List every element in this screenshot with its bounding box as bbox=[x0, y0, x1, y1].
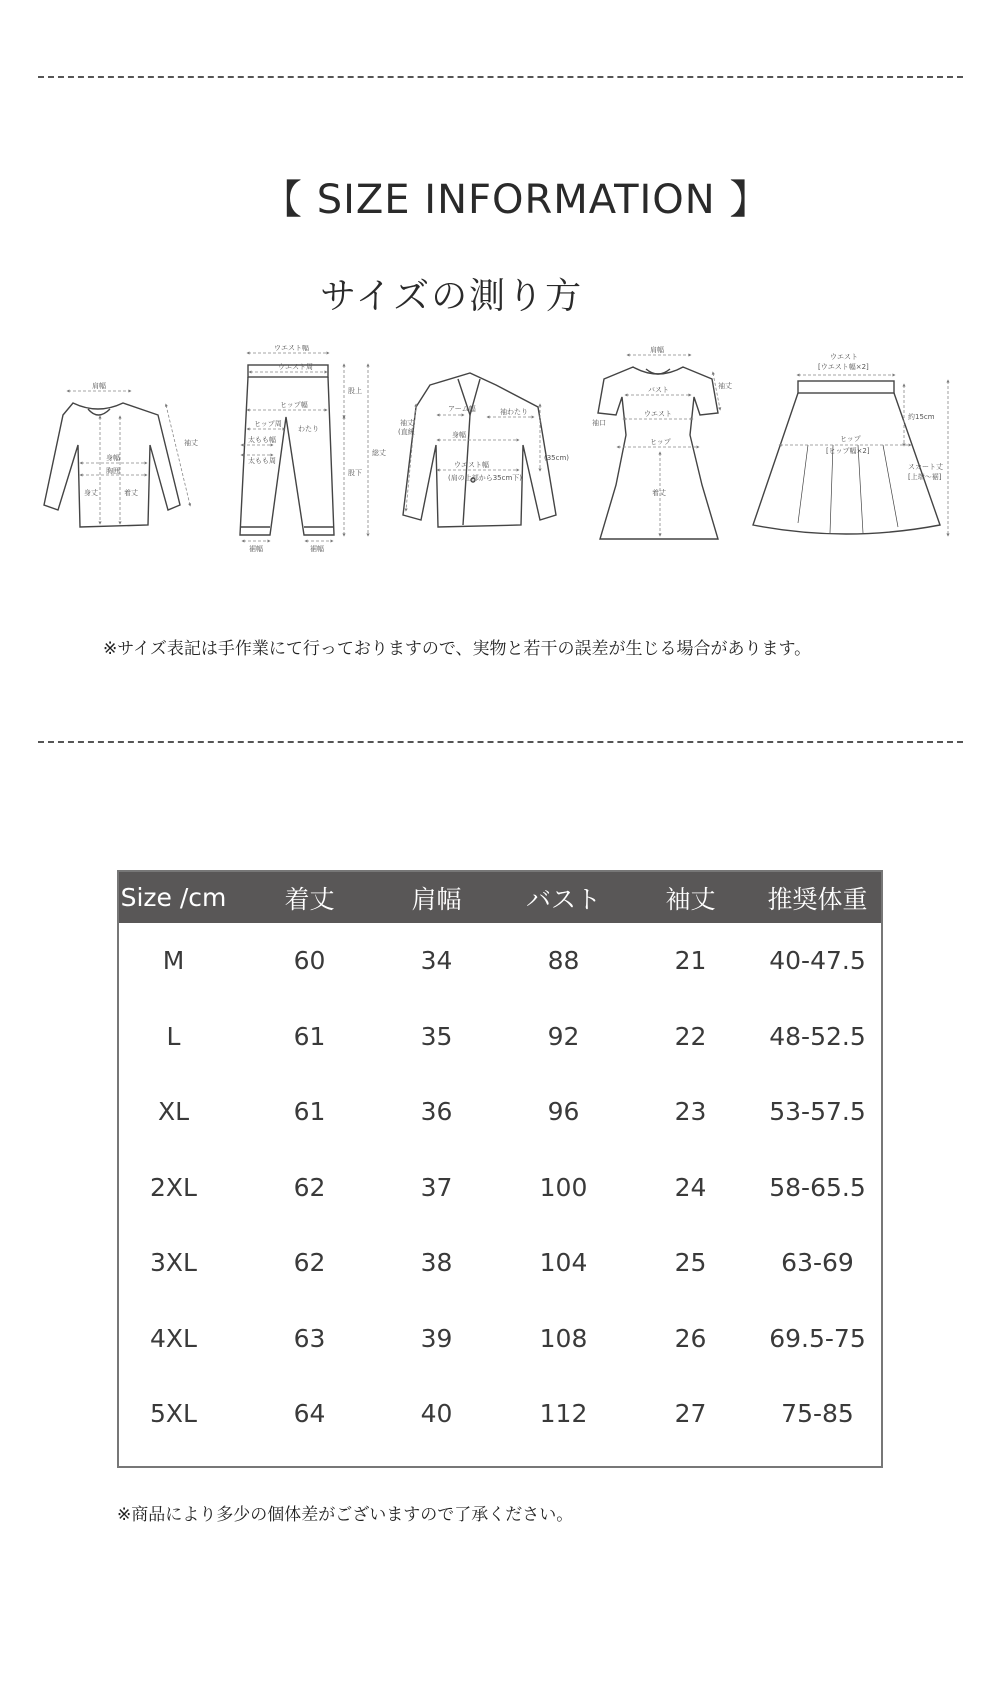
label-dress-bust: バスト bbox=[648, 386, 669, 394]
cell-sleeve: 24 bbox=[674, 1172, 707, 1202]
label-jacket-sleeve-watari: 袖わたり bbox=[500, 408, 528, 416]
cell-weight: 75-85 bbox=[781, 1399, 854, 1429]
cell-weight: 40-47.5 bbox=[769, 946, 866, 976]
cell-length: 62 bbox=[293, 1172, 326, 1202]
cell-weight: 53-57.5 bbox=[769, 1097, 866, 1127]
label-dress-cuff: 袖口 bbox=[592, 419, 606, 427]
label-tshirt-shoulder: 肩幅 bbox=[92, 382, 106, 390]
cell-shoulder: 40 bbox=[420, 1399, 453, 1429]
label-pants-thigh-width: 太もも幅 bbox=[248, 436, 276, 444]
label-pants-waist-width: ウエスト幅 bbox=[274, 345, 309, 352]
cell-weight: 69.5-75 bbox=[769, 1323, 866, 1353]
cell-sleeve: 27 bbox=[674, 1399, 707, 1429]
cell-length: 61 bbox=[293, 1021, 326, 1051]
label-tshirt-body-width: 身幅 bbox=[106, 454, 120, 462]
label-pants-inseam: 股下 bbox=[348, 469, 362, 477]
header-weight: 推奨体重 bbox=[767, 884, 868, 914]
table-row bbox=[119, 1150, 881, 1226]
label-skirt-length: スカート丈 bbox=[908, 463, 943, 471]
cell-bust: 100 bbox=[539, 1172, 588, 1202]
header-shoulder: 肩幅 bbox=[411, 884, 462, 914]
cell-sleeve: 26 bbox=[674, 1323, 707, 1353]
measurement-diagrams bbox=[18, 345, 958, 595]
table-row bbox=[119, 1376, 881, 1452]
label-tshirt-length: 身丈 bbox=[84, 489, 98, 497]
table-row bbox=[119, 1225, 881, 1301]
label-jacket-body-width: 身幅 bbox=[452, 431, 466, 439]
table-row bbox=[119, 999, 881, 1075]
label-pants-hem-right: 裾幅 bbox=[310, 545, 324, 553]
cell-bust: 88 bbox=[547, 946, 580, 976]
cell-shoulder: 37 bbox=[420, 1172, 453, 1202]
label-skirt-waist: ウエスト bbox=[830, 353, 858, 361]
header-bust: バスト bbox=[525, 884, 601, 914]
table-row bbox=[119, 923, 881, 999]
label-skirt-about: 約15cm bbox=[908, 413, 935, 421]
cell-sleeve: 23 bbox=[674, 1097, 707, 1127]
cell-bust: 108 bbox=[539, 1323, 588, 1353]
size-information-heading: 【 SIZE INFORMATION 】 bbox=[262, 177, 771, 223]
cell-size: 2XL bbox=[150, 1172, 197, 1202]
skirt-diagram bbox=[753, 375, 948, 535]
label-pants-rise: 股上 bbox=[348, 387, 362, 395]
table-row bbox=[119, 1074, 881, 1150]
label-skirt-hip-note: [ヒップ幅×2] bbox=[826, 447, 870, 455]
cell-bust: 96 bbox=[547, 1097, 580, 1127]
cell-length: 61 bbox=[293, 1097, 326, 1127]
label-dress-hip: ヒップ bbox=[650, 438, 671, 446]
jacket-diagram bbox=[403, 373, 556, 527]
label-jacket-cm: (35cm) bbox=[544, 454, 570, 462]
cell-sleeve: 21 bbox=[674, 946, 707, 976]
individual-difference-note: ※商品により多少の個体差がございますので了承ください。 bbox=[117, 1505, 574, 1525]
label-pants-waist: ウエスト周 bbox=[278, 363, 313, 371]
cell-bust: 92 bbox=[547, 1021, 580, 1051]
how-to-measure-heading: サイズの測り方 bbox=[320, 276, 584, 317]
cell-size: 4XL bbox=[150, 1323, 197, 1353]
label-pants-hip-width: ヒップ幅 bbox=[280, 401, 308, 409]
label-jacket-waist: ウエスト幅 bbox=[454, 461, 489, 469]
label-jacket-sleeve-note: (直線 bbox=[398, 428, 415, 436]
label-dress-sleeve: 袖丈 bbox=[718, 382, 732, 390]
size-table-header bbox=[119, 872, 881, 923]
label-jacket-sleeve: 袖丈 bbox=[400, 419, 414, 427]
cell-bust: 104 bbox=[539, 1248, 588, 1278]
cell-shoulder: 39 bbox=[420, 1323, 453, 1353]
cell-length: 63 bbox=[293, 1323, 326, 1353]
dress-diagram bbox=[598, 355, 720, 539]
label-skirt-waist-note: [ウエスト幅×2] bbox=[818, 363, 869, 371]
table-row bbox=[119, 1301, 881, 1377]
label-pants-hem-left: 裾幅 bbox=[249, 545, 263, 553]
size-table bbox=[119, 872, 881, 1452]
label-pants-thigh: 太もも周 bbox=[248, 457, 276, 465]
label-tshirt-sleeve: 袖丈 bbox=[184, 439, 198, 447]
cell-sleeve: 25 bbox=[674, 1248, 707, 1278]
cell-weight: 48-52.5 bbox=[769, 1021, 866, 1051]
cell-shoulder: 34 bbox=[420, 946, 453, 976]
cell-length: 64 bbox=[293, 1399, 326, 1429]
label-pants-watari: わたり bbox=[298, 425, 319, 433]
size-table-container bbox=[117, 870, 883, 1468]
label-pants-total: 総丈 bbox=[372, 449, 386, 457]
dashed-divider-middle bbox=[38, 741, 963, 743]
label-jacket-waist-note: (肩の上部から35cm下) bbox=[448, 474, 523, 482]
label-tshirt-chest: 胸囲 bbox=[106, 467, 120, 475]
cell-shoulder: 36 bbox=[420, 1097, 453, 1127]
cell-weight: 63-69 bbox=[781, 1248, 854, 1278]
dashed-divider-top bbox=[38, 76, 963, 78]
cell-size: XL bbox=[157, 1097, 190, 1127]
label-skirt-length-note: [上端～裾] bbox=[908, 473, 942, 481]
label-skirt-hip: ヒップ bbox=[840, 435, 861, 443]
cell-size: 5XL bbox=[150, 1399, 197, 1429]
label-dress-length: 着丈 bbox=[652, 489, 666, 497]
cell-length: 62 bbox=[293, 1248, 326, 1278]
header-sleeve: 袖丈 bbox=[665, 884, 716, 914]
label-dress-shoulder: 肩幅 bbox=[650, 346, 664, 354]
measurement-note: ※サイズ表記は手作業にて行っておりますので、実物と若干の誤差が生じる場合があります。 bbox=[103, 639, 812, 659]
label-tshirt-length2: 着丈 bbox=[124, 489, 138, 497]
cell-weight: 58-65.5 bbox=[769, 1172, 866, 1202]
cell-bust: 112 bbox=[539, 1399, 588, 1429]
label-jacket-arm-width: アーム幅 bbox=[448, 405, 476, 413]
cell-size: 3XL bbox=[150, 1248, 197, 1278]
cell-size: M bbox=[162, 946, 185, 976]
label-pants-hip: ヒップ周 bbox=[254, 420, 282, 428]
cell-length: 60 bbox=[293, 946, 326, 976]
pants-diagram bbox=[240, 353, 368, 541]
cell-shoulder: 35 bbox=[420, 1021, 453, 1051]
cell-shoulder: 38 bbox=[420, 1248, 453, 1278]
label-dress-waist: ウエスト bbox=[644, 410, 672, 418]
cell-size: L bbox=[166, 1021, 181, 1051]
header-size: Size /cm bbox=[120, 883, 227, 912]
cell-sleeve: 22 bbox=[674, 1021, 707, 1051]
header-length: 着丈 bbox=[284, 884, 335, 914]
